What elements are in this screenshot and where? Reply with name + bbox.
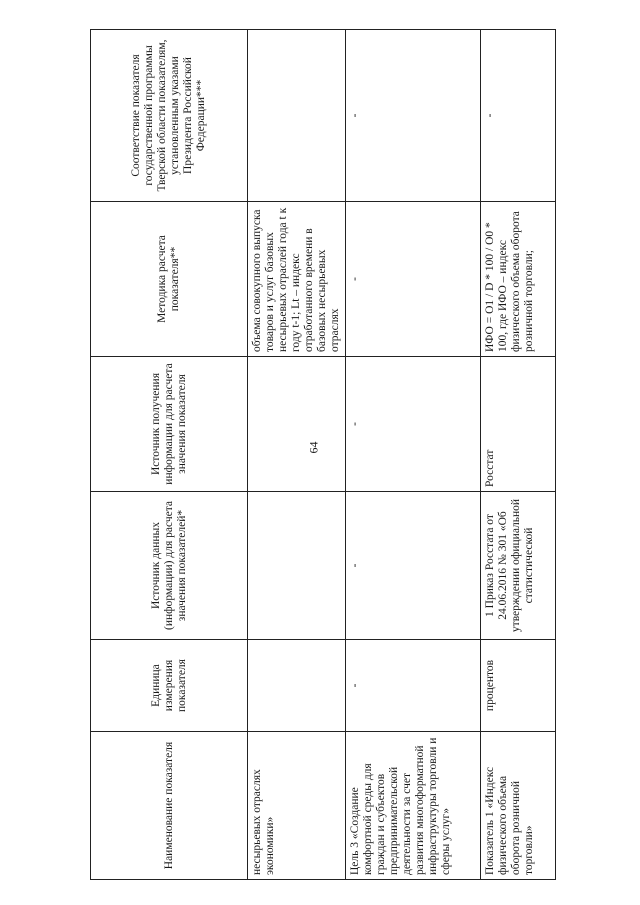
cell-name: несырьевых отраслях экономики» <box>248 732 346 880</box>
table-row <box>481 30 556 880</box>
cell-compliance <box>248 30 346 202</box>
indicator-table <box>90 29 556 880</box>
cell-source <box>248 492 346 640</box>
header-source-info: Источник получения информации для расчета значения показателя <box>91 357 248 492</box>
cell-unit: - <box>346 640 481 732</box>
header-name: Наименование показателя <box>91 732 248 880</box>
page-number: 64 <box>306 441 321 454</box>
rotated-table-container <box>90 30 550 880</box>
cell-compliance: - <box>481 30 556 202</box>
table-row <box>248 30 346 880</box>
cell-unit: процентов <box>481 640 556 732</box>
cell-compliance: - <box>346 30 481 202</box>
header-unit: Единица измерения показателя <box>91 640 248 732</box>
table-row <box>346 30 481 880</box>
cell-source-info: Росстат <box>481 357 556 492</box>
header-method: Методика расчета показателя** <box>91 202 248 357</box>
cell-unit <box>248 640 346 732</box>
cell-name: Показатель 1 «Индекс физического объема оборота розничной торговли» <box>481 732 556 880</box>
cell-source: 1 Приказ Росстата от 24.06.2016 № 301 «Об утверждении официальной статистической <box>481 492 556 640</box>
cell-name: Цель 3 «Создание комфортной среды для граждан и субъектов предпринимательской деятельности за счет развития многоформатной инфраструктуры торговли и сферы услуг» <box>346 732 481 880</box>
cell-method: ИФО = O1 / D * 100 / O0 * 100, где ИФО – индекс физического объема оборота розничной торговли; <box>481 202 556 357</box>
header-compliance: Соответствие показателя государственной программы Тверской области показателям, установленным указами Президента Российской Федерации*** <box>91 30 248 202</box>
cell-method: объема совокупного выпуска товаров и услуг базовых несырьевых отраслей года t к году t-1; Lt – индекс отработанного времени в базовых несырьевых отраслях <box>248 202 346 357</box>
cell-method: - <box>346 202 481 357</box>
cell-source-info <box>248 357 346 492</box>
cell-source: - <box>346 492 481 640</box>
cell-source-info: - <box>346 357 481 492</box>
table-header-row <box>91 30 248 880</box>
header-source: Источник данных (информации) для расчета значения показателей* <box>91 492 248 640</box>
